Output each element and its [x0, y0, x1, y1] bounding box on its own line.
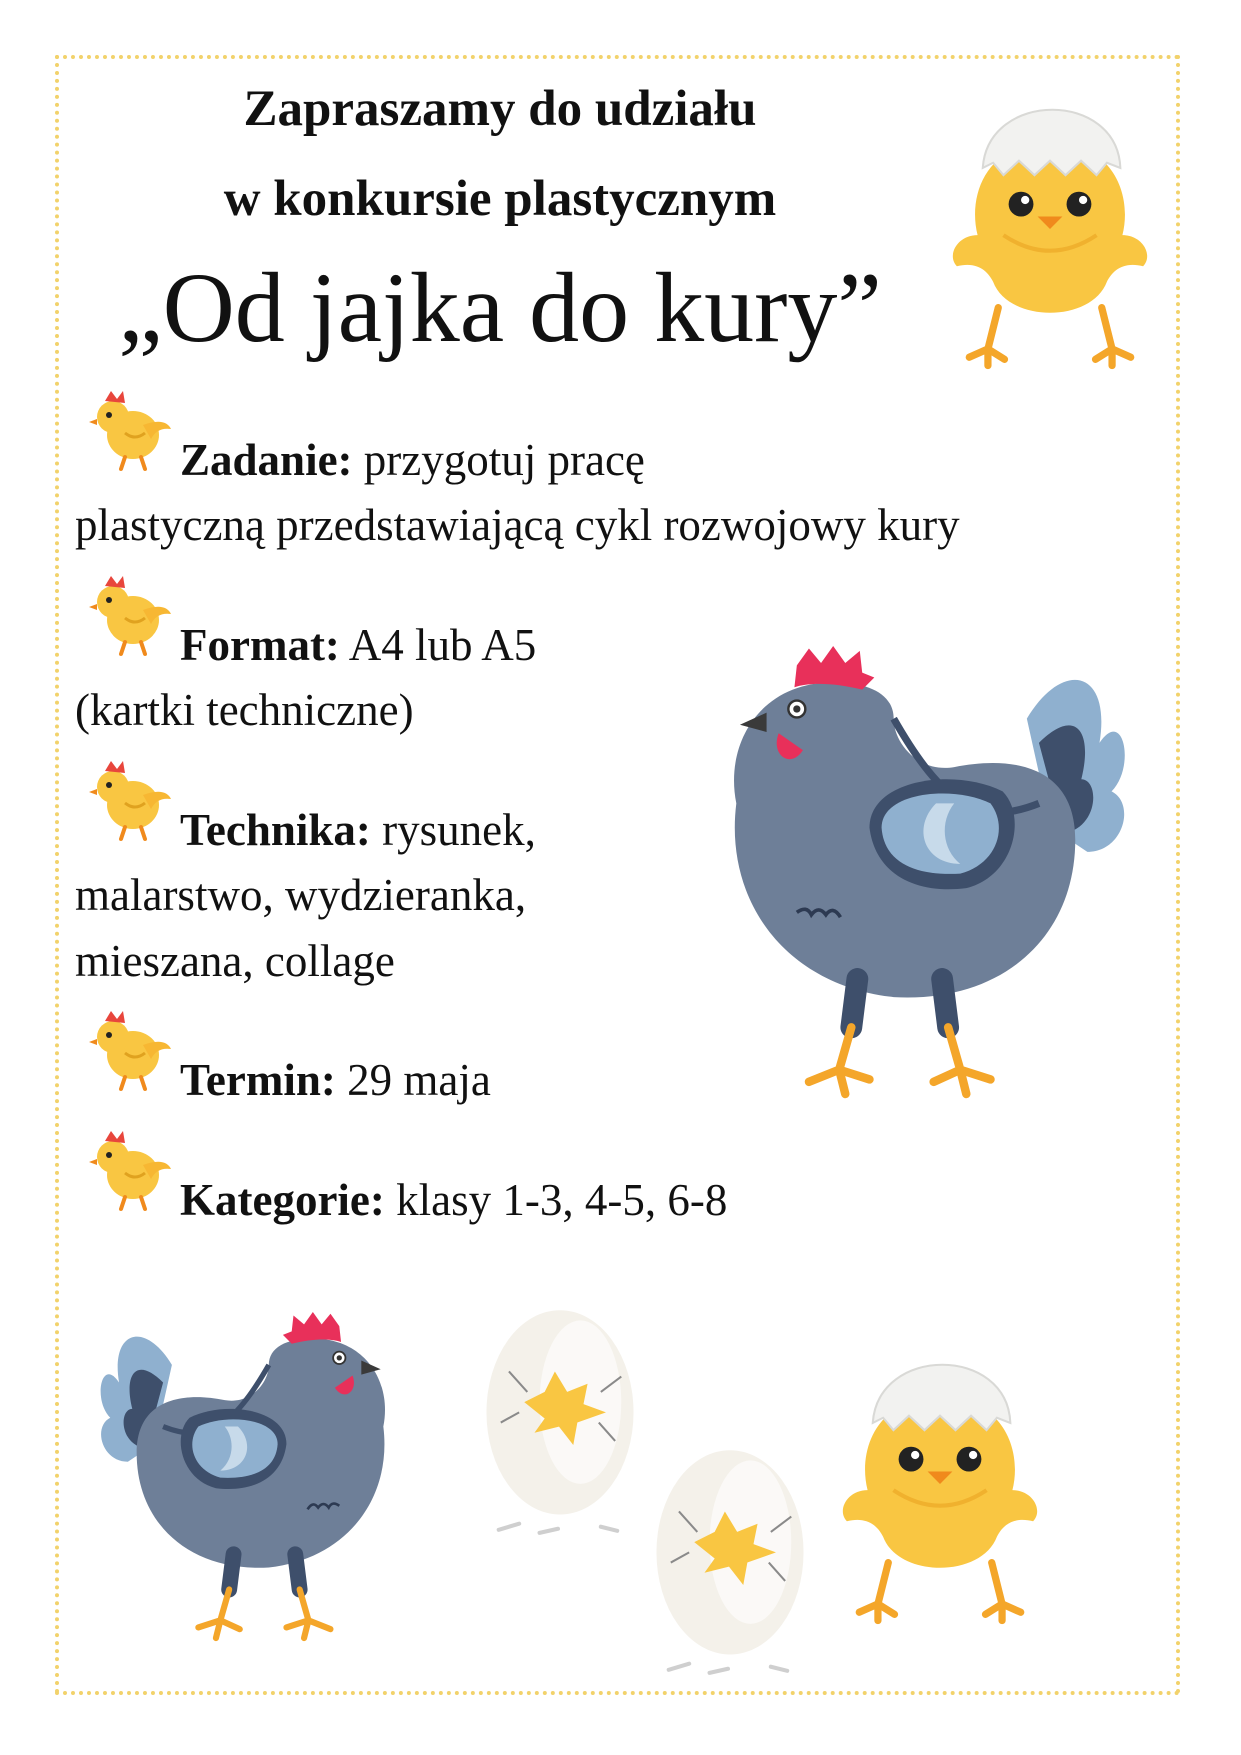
item-technique-text-2: malarstwo, wydzieranka,: [75, 870, 527, 921]
hen-illustration: [700, 630, 1160, 1110]
cracked-egg-illustration: [475, 1300, 645, 1540]
hatching-chick-illustration: [810, 1335, 1070, 1635]
item-technique-label: Technika:: [180, 805, 371, 855]
hatching-chick-illustration: [920, 80, 1180, 380]
item-categories-text: klasy 1-3, 4-5, 6-8: [396, 1175, 728, 1225]
item-task-text: przygotuj pracę: [363, 435, 645, 485]
item-categories-label: Kategorie:: [180, 1175, 385, 1225]
item-technique: [75, 798, 536, 994]
item-format: [75, 613, 536, 744]
item-task-label: Zadanie:: [180, 435, 353, 485]
item-format-text: A4 lub A5: [348, 620, 537, 670]
item-task-text-2: plastyczną przedstawiającą cykl rozwojowy kury: [75, 500, 960, 551]
item-format-label: Format:: [180, 620, 340, 670]
contest-title: „Od jajka do kury”: [118, 252, 882, 363]
item-task: [75, 428, 960, 559]
item-deadline: [75, 1048, 491, 1113]
hen-illustration: [75, 1275, 445, 1675]
header-line-2: w konkursie plastycznym: [223, 171, 777, 227]
item-technique-text: rysunek,: [382, 805, 536, 855]
item-deadline-label: Termin:: [180, 1055, 336, 1105]
item-categories: [75, 1168, 727, 1233]
header-line-1: Zapraszamy do udziału: [243, 81, 757, 137]
cracked-egg-illustration: [645, 1440, 815, 1680]
item-format-text-2: (kartki techniczne): [75, 685, 414, 736]
item-technique-text-3: mieszana, collage: [75, 935, 395, 986]
item-deadline-text: 29 maja: [347, 1055, 491, 1105]
